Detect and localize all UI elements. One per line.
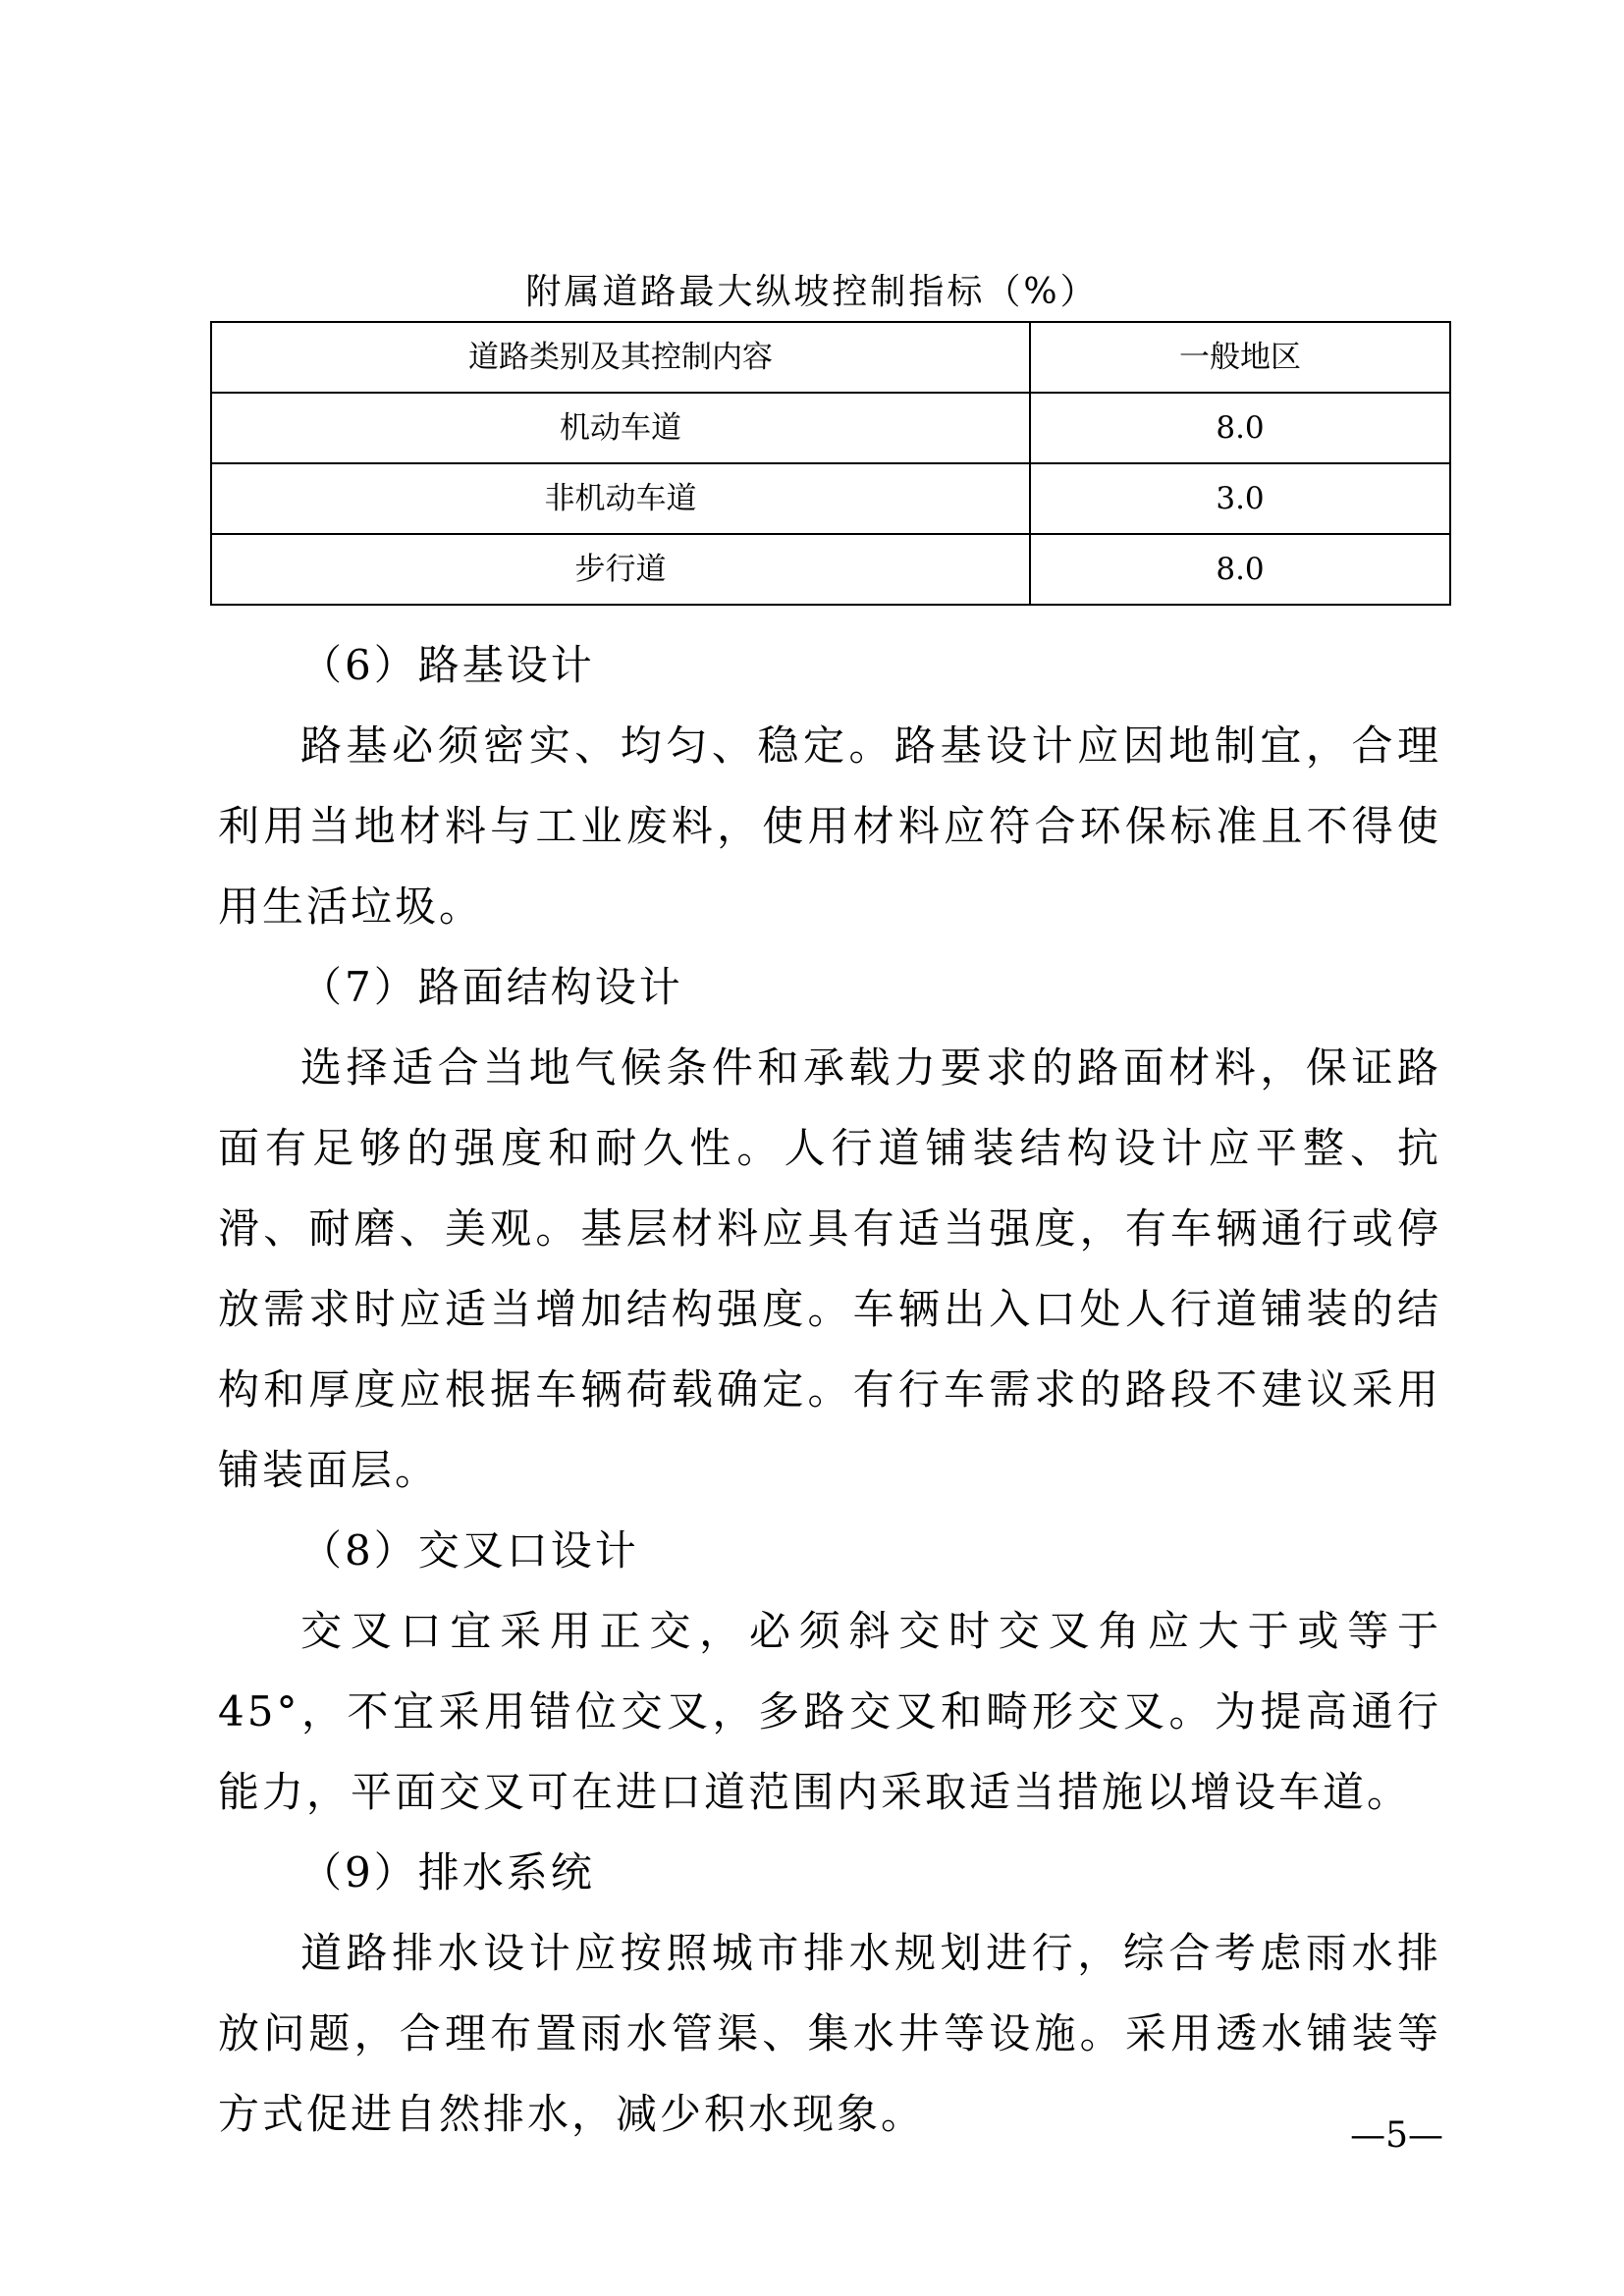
- table-row: [211, 534, 1450, 605]
- table-cell: 8.0: [1030, 534, 1450, 605]
- section-paragraph: 道路排水设计应按照城市排水规划进行，综合考虑雨水排放问题，合理布置雨水管渠、集水井等设施。采用透水铺装等方式促进自然排水，减少积水现象。: [218, 1929, 1441, 2138]
- table-header-cell: 道路类别及其控制内容: [211, 322, 1030, 393]
- section-heading: （9）排水系统: [300, 1848, 595, 1896]
- table-header-cell: 一般地区: [1030, 322, 1450, 393]
- table-cell: 非机动车道: [211, 463, 1030, 534]
- section-heading: （8）交叉口设计: [300, 1526, 639, 1575]
- table-cell: 8.0: [1030, 393, 1450, 463]
- table-header-row: [211, 322, 1450, 393]
- section-paragraph: 交叉口宜采用正交，必须斜交时交叉角应大于或等于 45°，不宜采用错位交叉，多路交叉和畸形交叉。为提高通行能力，平面交叉可在进口道范围内采取适当措施以增设车道。: [218, 1607, 1441, 1816]
- table-cell: 步行道: [211, 534, 1030, 605]
- table-row: [211, 463, 1450, 534]
- page-number: —5—: [1350, 2115, 1443, 2156]
- document-body: [218, 625, 1441, 2155]
- section-paragraph: 路基必须密实、均匀、稳定。路基设计应因地制宜，合理利用当地材料与工业废料，使用材料应符合环保标准且不得使用生活垃圾。: [218, 721, 1441, 931]
- section-heading: （6）路基设计: [300, 641, 595, 689]
- section-heading: （7）路面结构设计: [300, 963, 683, 1011]
- max-grade-table: [210, 321, 1451, 606]
- table-row: [211, 393, 1450, 463]
- table-cell: 3.0: [1030, 463, 1450, 534]
- section-paragraph: 选择适合当地气候条件和承载力要求的路面材料，保证路面有足够的强度和耐久性。人行道铺装结构设计应平整、抗滑、耐磨、美观。基层材料应具有适当强度，有车辆通行或停放需求时应适当增加结构强度。车辆出入口处人行道铺装的结构和厚度应根据车辆荷载确定。有行车需求的路段不建议采用铺装面层。: [218, 1043, 1441, 1494]
- table-cell: 机动车道: [211, 393, 1030, 463]
- table-caption: 附属道路最大纵坡控制指标（%）: [525, 272, 1099, 312]
